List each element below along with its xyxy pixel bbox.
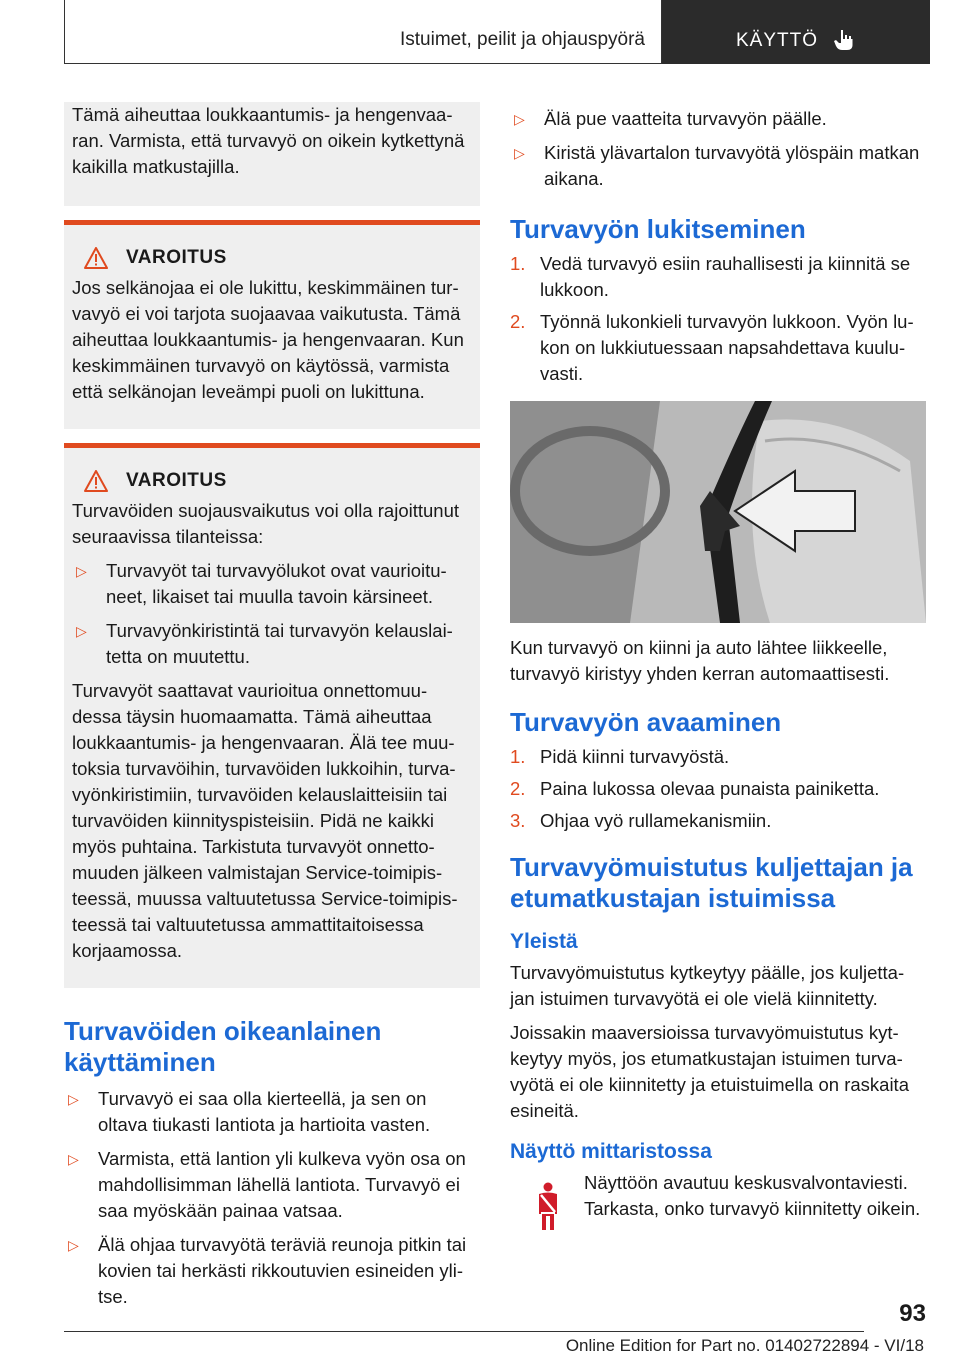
right-column [510,102,926,1232]
warning-intro: Turvavöiden suojausvaikutus voi olla rajoittunut seuraavissa tilanteissa: [72,500,460,547]
section-title: Turvavöiden oikeanlainen käyttäminen [64,1016,382,1077]
list-item: ▷ Turvavyönkiristintä tai turvavyön kelauslai-tetta on muutettu. [76,620,453,667]
warning-text: Jos selkänojaa ei ole lukittu, keskimmäinen tur-vavyö ei voi tarjota suojaavaa vaikutusta. Tämä aiheuttaa loukkaantumis- ja hengenvaaran. Kun keskimmäinen turvavyö on käytössä, varmista että selkänojan leveämpi puoli on lukittuna. [72,277,464,402]
list-item: ▷ Kiristä ylävartalon turvavyötä ylöspäin matkan aikana. [514,142,920,189]
footer-edition: Online Edition for Part no. 01402722894 - VI/18 [565,1336,924,1355]
open-steps [510,744,926,834]
warning-text: Turvavyöt saattavat vaurioitua onnettomuu-dessa täysin huomaamatta. Tämä aiheuttaa loukkaantumis- ja hengenvaaran. Älä tee muu-toksia turvavöihin, turvavöiden lukkoihin, turva-vyönkiristimiin, turvavöiden kelauslaitteisiin tai turvavöiden kiinnityspisteisiin. Pidä ne kaikki myös puhtaina. Tarkistuta turvavyöt onnetto-muuden jälkeen valmistajan Service-toimipis-teessä, muussa valtuutetussa Service-toimipis-teessä tai valtuutetussa ammattitaitoisessa korjaamossa. [72,680,458,961]
list-item: 2. Paina lukossa olevaa punaista painiketta. [510,778,880,799]
section-title: Turvavyön avaaminen [510,707,782,737]
lock-steps [510,251,926,387]
hand-pointer-icon [832,28,856,52]
seatbelt-illustration [510,401,926,623]
seatbelt-photo [510,401,926,623]
triangle-bullet-icon: ▷ [514,145,525,161]
paragraph: Joissakin maaversioissa turvavyömuistutus kyt-keytyy myös, jos etumatkustajan istuimen turva-vyötä ei ole kiinnitetty ja etuistuimella on raskaita esineitä. [510,1022,909,1121]
warning-continuation-text: Tämä aiheuttaa loukkaantumis- ja hengenvaa-ran. Varmista, että turvavyö on oikein kytkettynä kaikilla matkustajilla. [72,104,465,177]
warning-list [72,558,472,670]
seatbelt-warning-icon [532,1182,564,1232]
page-number: 93 [899,1300,926,1327]
warning-continuation [64,102,480,206]
list-item: ▷ Varmista, että lantion yli kulkeva vyön osa on mahdollisimman lähellä lantiota. Turvavyö ei saa myöskään painaa vatsaa. [68,1148,466,1221]
list-item: 2. Työnnä lukonkieli turvavyön lukkoon. Vyön lu-kon on lukkiutuessaan napsahdettava kuulu-vasti. [510,311,914,384]
header-chapter-label: KÄYTTÖ [735,30,818,51]
triangle-bullet-icon: ▷ [76,563,87,579]
list-item: 3. Ohjaa vyö rullamekanismiin. [510,810,772,831]
display-text: Näyttöön avautuu keskusvalvontaviesti. Tarkasta, onko turvavyö kiinnitetty oikein. [584,1172,921,1219]
triangle-bullet-icon: ▷ [76,623,87,639]
subsection-title: Näyttö mittaristossa [510,1140,712,1163]
footer-divider [64,1331,864,1332]
list-item: ▷ Älä pue vaatteita turvavyön päälle. [510,106,926,132]
triangle-bullet-icon: ▷ [68,1151,79,1167]
list-item: ▷ Turvavyöt tai turvavyölukot ovat vaurioitu-neet, likaiset tai muulla tavoin kärsineet. [76,560,447,607]
usage-list-continued [510,106,926,192]
warning-title: VAROITUS [126,247,227,268]
section-title: Turvavyömuistutus kuljettajan ja etumatkustajan istuimissa [510,852,913,913]
usage-list [64,1086,480,1310]
display-row [510,1170,926,1232]
left-column [64,102,480,1318]
header-section-title: Istuimet, peilit ja ohjauspyörä [64,0,662,64]
warning-title: VAROITUS [126,470,227,491]
subsection-title: Yleistä [510,930,578,953]
warning-box-1 [64,220,480,429]
list-item: 1. Pidä kiinni turvavyöstä. [510,746,730,767]
warning-triangle-icon [84,247,108,269]
warning-triangle-icon [84,470,108,492]
page-header [64,0,930,64]
warning-box-2 [64,443,480,988]
triangle-bullet-icon: ▷ [514,111,525,127]
triangle-bullet-icon: ▷ [68,1237,79,1253]
paragraph: Turvavyömuistutus kytkeytyy päälle, jos kuljetta-jan istuimen turvavyötä ei ole vielä kiinnitetty. [510,962,905,1009]
header-chapter-tab [662,0,930,64]
list-item: 1. Vedä turvavyö esiin rauhallisesti ja kiinnitä se lukkoon. [510,253,911,300]
list-item: ▷ Älä ohjaa turvavyötä teräviä reunoja pitkin tai kovien tai herkästi rikkoutuvien esineiden yli-tse. [68,1234,467,1307]
photo-caption: Kun turvavyö on kiinni ja auto lähtee liikkeelle, turvavyö kiristyy yhden kerran automaattisesti. [510,637,890,684]
list-item: ▷ Turvavyö ei saa olla kierteellä, ja sen on oltava tiukasti lantiota ja hartioita vasten. [68,1088,431,1135]
triangle-bullet-icon: ▷ [68,1091,79,1107]
section-title: Turvavyön lukitseminen [510,214,806,244]
